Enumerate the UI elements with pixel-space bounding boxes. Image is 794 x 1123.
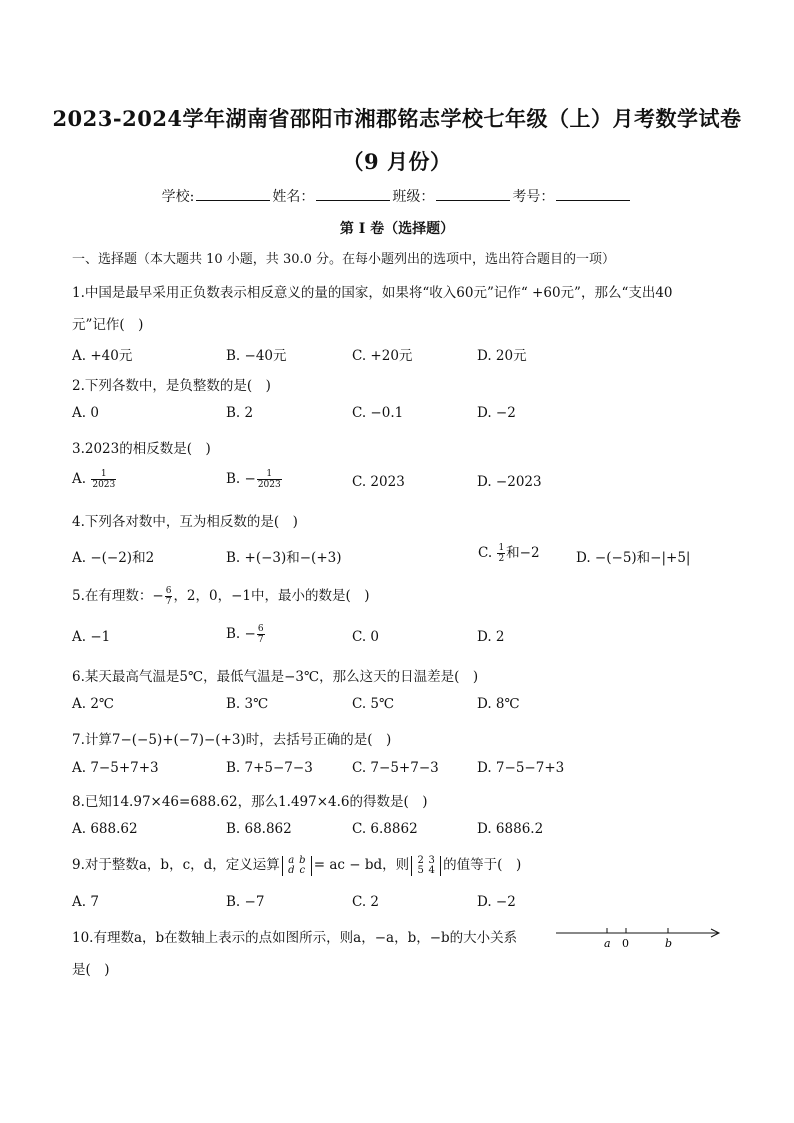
question-8: 8.已知14.97×46=688.62，那么1.497×4.6的得数是( ) (72, 794, 428, 810)
q5-b-den: 7 (257, 635, 264, 645)
q8-option-a[interactable]: A. 688.62 (72, 821, 138, 837)
q3-b-fraction (257, 469, 282, 490)
q4-option-c[interactable] (478, 541, 540, 564)
q4-option-b[interactable]: B. +(−3)和−(+3) (226, 550, 342, 566)
q9-suffix: 的值等于( ) (443, 857, 522, 873)
label-a: a (604, 937, 611, 950)
q7-option-c[interactable]: C. 7−5+7−3 (352, 760, 439, 776)
q3-a-fraction (91, 469, 116, 490)
q2-option-b[interactable]: B. 2 (226, 405, 254, 421)
exam-no-label: 考号： (512, 189, 555, 205)
q3-option-d[interactable]: D. −2023 (477, 474, 542, 490)
q4-c-fraction (497, 543, 505, 564)
school-blank[interactable] (196, 188, 270, 201)
class-blank[interactable] (436, 188, 510, 201)
class-label: 班级： (392, 189, 435, 205)
q9-option-c[interactable]: C. 2 (352, 894, 380, 910)
q5-b-num: 6 (257, 624, 264, 634)
q9-option-a[interactable]: A. 7 (72, 894, 99, 910)
exam-no-blank[interactable] (556, 188, 630, 201)
q6-option-d[interactable]: D. 8℃ (477, 696, 520, 712)
student-info-row (0, 186, 794, 206)
question-1-line2: 元”记作( ) (72, 317, 144, 333)
q9-m1-c: c (299, 864, 306, 876)
q1-option-a[interactable]: A. +40元 (72, 348, 133, 364)
section-title: 第 I 卷（选择题） (339, 221, 455, 237)
school-label: 学校: (161, 189, 195, 205)
q9-m2-1: 2 (417, 854, 424, 866)
q2-option-c[interactable]: C. −0.1 (352, 405, 404, 421)
q5-option-d[interactable]: D. 2 (477, 629, 505, 645)
q4-c-suffix: 和−2 (506, 545, 540, 561)
q9-m2-2: 3 (428, 854, 435, 866)
label-zero: 0 (622, 937, 629, 950)
q3-option-a[interactable] (72, 469, 117, 490)
q4-option-d[interactable]: D. −(−5)和−|+5| (576, 550, 691, 566)
question-7: 7.计算7−(−5)+(−7)−(+3)时，去括号正确的是( ) (72, 732, 392, 748)
part-title: 一、选择题（本大题共 10 小题，共 30.0 分。在每小题列出的选项中，选出符合题目的一项） (72, 252, 616, 267)
q2-option-d[interactable]: D. −2 (477, 405, 516, 421)
q9-m1-b: b (299, 854, 306, 866)
q3-a-den: 2023 (92, 480, 116, 490)
q9-m2-4: 4 (428, 864, 435, 876)
question-9 (72, 853, 521, 876)
number-line-figure (556, 922, 726, 952)
exam-subtitle: （9 月份） (342, 149, 452, 174)
q5-den: 7 (165, 597, 172, 607)
q5-option-b[interactable] (226, 624, 266, 645)
q8-option-d[interactable]: D. 6886.2 (477, 821, 544, 837)
q9-prefix: 9.对于整数a，b，c，d，定义运算 (72, 857, 280, 873)
q7-option-b[interactable]: B. 7+5−7−3 (226, 760, 313, 776)
q9-mid: = ac − bd，则 (313, 857, 410, 873)
q9-m1-a: a (288, 854, 295, 866)
exam-title: 2023-2024学年湖南省邵阳市湘郡铭志学校七年级（上）月考数学试卷 (52, 106, 742, 131)
q9-determinant-def (282, 856, 312, 876)
q8-option-b[interactable]: B. 68.862 (226, 821, 292, 837)
q6-option-a[interactable]: A. 2℃ (72, 696, 115, 712)
name-blank[interactable] (316, 188, 390, 201)
question-3: 3.2023的相反数是( ) (72, 441, 211, 457)
question-1-line1: 1.中国是最早采用正负数表示相反意义的量的国家，如果将“收入60元”记作“ +60元”，那么“支出40 (72, 285, 673, 301)
q5-option-a[interactable]: A. −1 (72, 629, 111, 645)
q9-m1-d: d (288, 864, 295, 876)
q1-option-c[interactable]: C. +20元 (352, 348, 413, 364)
q3-option-c[interactable]: C. 2023 (352, 474, 405, 490)
q3-b-den: 2023 (257, 480, 281, 490)
q9-option-b[interactable]: B. −7 (226, 894, 265, 910)
label-b: b (665, 937, 673, 950)
q4-c-prefix: C. (478, 545, 493, 561)
q2-option-a[interactable]: A. 0 (72, 405, 99, 421)
q5-prefix: 5.在有理数：− (72, 588, 164, 604)
question-2: 2.下列各数中，是负整数的是( ) (72, 378, 271, 394)
q7-option-a[interactable]: A. 7−5+7+3 (72, 760, 159, 776)
q6-option-b[interactable]: B. 3℃ (226, 696, 269, 712)
q9-option-d[interactable]: D. −2 (477, 894, 516, 910)
q3-b-num: 1 (257, 469, 282, 480)
q5-b-prefix: B. − (226, 626, 256, 642)
q5-fraction (165, 586, 173, 607)
q5-num: 6 (165, 586, 172, 596)
q3-b-prefix: B. − (226, 471, 256, 487)
name-label: 姓名： (272, 189, 315, 205)
q4-option-a[interactable]: A. −(−2)和2 (72, 550, 155, 566)
q8-option-c[interactable]: C. 6.8862 (352, 821, 418, 837)
q5-option-c[interactable]: C. 0 (352, 629, 380, 645)
question-10-line1: 10.有理数a，b在数轴上表示的点如图所示，则a，−a，b，−b的大小关系 (72, 930, 518, 946)
q1-option-d[interactable]: D. 20元 (477, 348, 527, 364)
question-6: 6.某天最高气温是5℃，最低气温是−3℃，那么这天的日温差是( ) (72, 669, 479, 685)
q4-c-den: 2 (498, 554, 505, 564)
q3-a-prefix: A. (72, 471, 87, 487)
question-10-line2: 是( ) (72, 962, 110, 978)
q6-option-c[interactable]: C. 5℃ (352, 696, 395, 712)
q3-option-b[interactable] (226, 469, 283, 490)
q5-b-fraction (257, 624, 265, 645)
q3-a-num: 1 (91, 469, 116, 480)
q9-m2-3: 5 (417, 864, 424, 876)
question-5 (72, 584, 370, 607)
q5-suffix: ，2，0，−1中，最小的数是( ) (173, 588, 370, 604)
q1-option-b[interactable]: B. −40元 (226, 348, 287, 364)
q7-option-d[interactable]: D. 7−5−7+3 (477, 760, 565, 776)
question-4: 4.下列各对数中，互为相反数的是( ) (72, 514, 298, 530)
q4-c-num: 1 (498, 543, 505, 553)
q9-determinant-value (411, 856, 441, 876)
